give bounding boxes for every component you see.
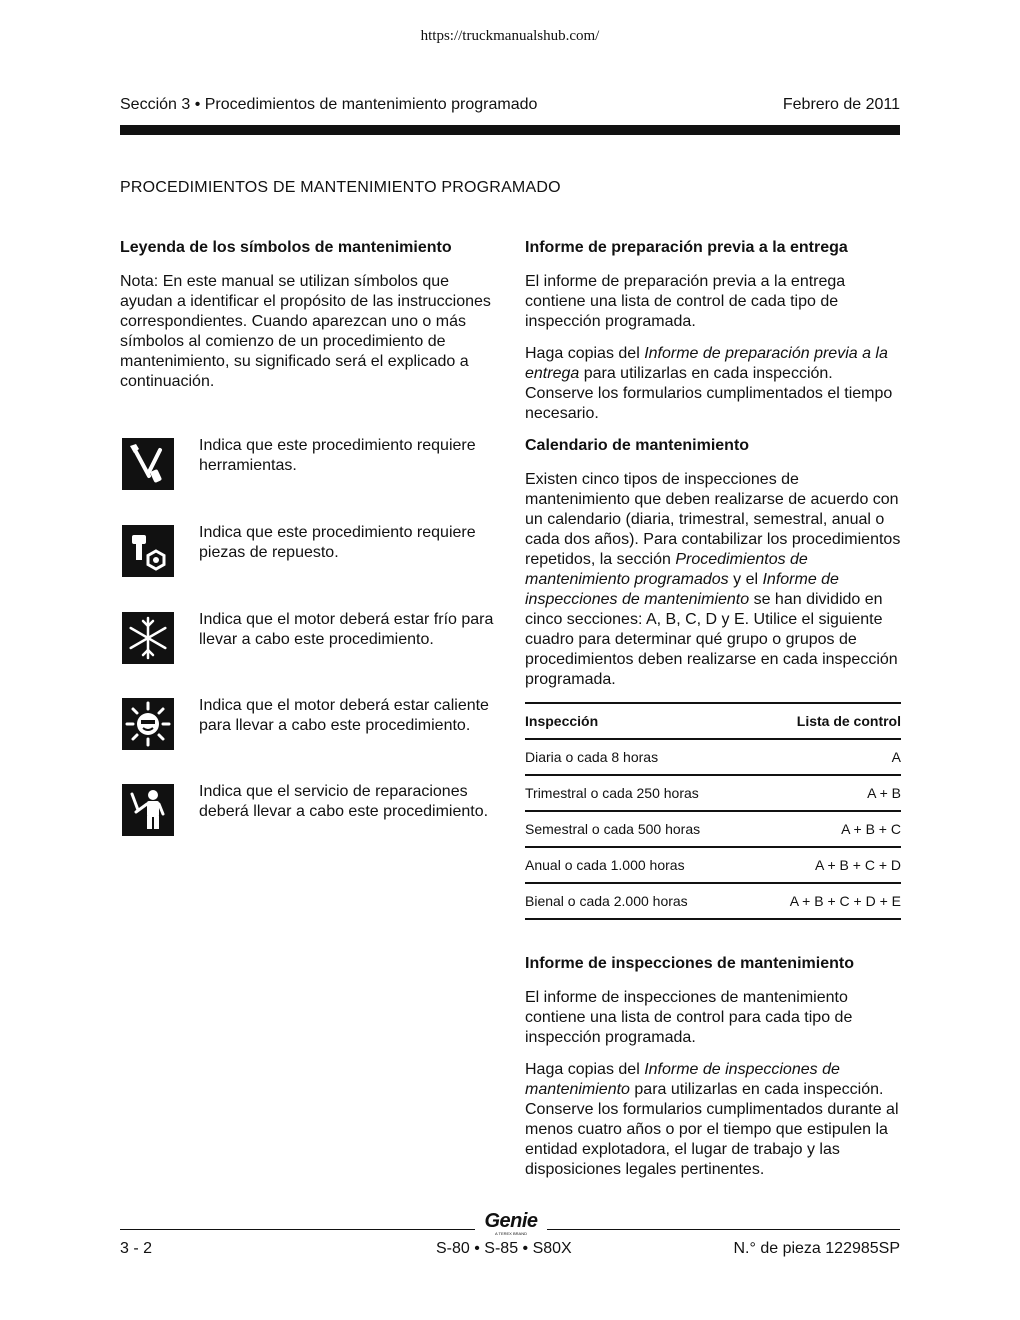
cold-engine-icon — [122, 612, 174, 664]
header-section: Sección 3 • Procedimientos de mantenimiento programado — [120, 96, 538, 113]
predelivery-heading: Informe de preparación previa a la entrega — [525, 239, 848, 256]
parts-icon — [122, 525, 174, 577]
table-cell: A + B + C + D + E — [755, 883, 901, 919]
header-checklist: Lista de control — [755, 703, 901, 739]
page-number: 3 - 2 — [120, 1240, 153, 1257]
right-column — [525, 238, 901, 1192]
symbol-cold-text: Indica que el motor deberá estar frío para llevar a cabo este procedimiento. — [199, 611, 494, 648]
service-technician-icon — [122, 784, 174, 836]
table-header-row — [525, 703, 901, 739]
header-inspection: Inspección — [525, 703, 755, 739]
table-cell: A — [755, 739, 901, 775]
predelivery-p2: Haga copias del Informe de preparación previa a la entrega para utilizarlas en cada inspección. Conserve los formularios cumplimentados el tiempo necesario. — [525, 345, 893, 422]
source-url[interactable]: https://truckmanualshub.com/ — [420, 28, 600, 44]
footer-rule-right — [547, 1229, 900, 1230]
left-column — [120, 238, 495, 404]
table-row — [525, 883, 901, 919]
table-cell: Anual o cada 1.000 horas — [525, 847, 755, 883]
inspection-schedule-table — [525, 702, 901, 920]
symbol-parts-text: Indica que este procedimiento requiere piezas de repuesto. — [199, 524, 476, 561]
symbols-note: Nota: En este manual se utilizan símbolos que ayudan a identificar el propósito de las instrucciones correspondientes. Cuando aparezcan uno o más símbolos al comienzo de un procedimiento de mantenimiento, su significado será el explicado a continuación. — [120, 273, 491, 390]
symbols-legend-heading: Leyenda de los símbolos de mantenimiento — [120, 239, 452, 256]
genie-logo: Genie A TEREX BRAND — [484, 1210, 538, 1236]
table-cell: A + B + C — [755, 811, 901, 847]
table-cell: Semestral o cada 500 horas — [525, 811, 755, 847]
table-row — [525, 739, 901, 775]
table-row — [525, 811, 901, 847]
predelivery-p1: El informe de preparación previa a la entrega contiene una lista de control de cada tipo de inspección programada. — [525, 273, 846, 330]
section-title: PROCEDIMIENTOS DE MANTENIMIENTO PROGRAMADO — [120, 179, 561, 196]
inspection-report-p2: Haga copias del Informe de inspecciones de mantenimiento para utilizarlas en cada inspección. Conserve los formularios cumplimentados durante al menos cuatro años o por el tiempo que estipulen la entidad explotadora, el lugar de trabajo y las disposiciones legales pertinentes. — [525, 1061, 899, 1178]
symbol-tools-text: Indica que este procedimiento requiere herramientas. — [199, 437, 476, 474]
footer-rule-left — [120, 1229, 475, 1230]
inspection-report-p1: El informe de inspecciones de mantenimiento contiene una lista de control para cada tipo de inspección programada. — [525, 989, 853, 1046]
tools-icon — [122, 438, 174, 490]
inspection-report-heading: Informe de inspecciones de mantenimiento — [525, 955, 854, 972]
table-cell: Diaria o cada 8 horas — [525, 739, 755, 775]
footer-models: S-80 • S-85 • S80X — [436, 1240, 572, 1257]
table-cell: A + B — [755, 775, 901, 811]
header-rule — [120, 125, 900, 135]
calendar-paragraph: Existen cinco tipos de inspecciones de mantenimiento que deben realizarse de acuerdo con un calendario (diaria, trimestral, semestral, anual o cada dos años). Para contabilizar los procedimientos repetidos, la sección Procedimientos de mantenimiento programados y el Informe de inspecciones de mantenimiento se han dividido en cinco secciones: A, B, C, D y E. Utilice el siguiente cuadro para determinar qué grupo o grupos de procedimientos deben realizarse en cada inspección programada. — [525, 471, 901, 688]
table-cell: Trimestral o cada 250 horas — [525, 775, 755, 811]
symbol-hot-text: Indica que el motor deberá estar caliente para llevar a cabo este procedimiento. — [199, 697, 489, 734]
hot-engine-icon — [122, 698, 174, 750]
part-number: N.° de pieza 122985SP — [733, 1240, 900, 1257]
table-row — [525, 847, 901, 883]
header-date: Febrero de 2011 — [782, 96, 900, 113]
calendar-heading: Calendario de mantenimiento — [525, 437, 750, 454]
table-cell: Bienal o cada 2.000 horas — [525, 883, 755, 919]
table-row — [525, 775, 901, 811]
symbol-service-text: Indica que el servicio de reparaciones deberá llevar a cabo este procedimiento. — [199, 783, 489, 820]
table-cell: A + B + C + D — [755, 847, 901, 883]
